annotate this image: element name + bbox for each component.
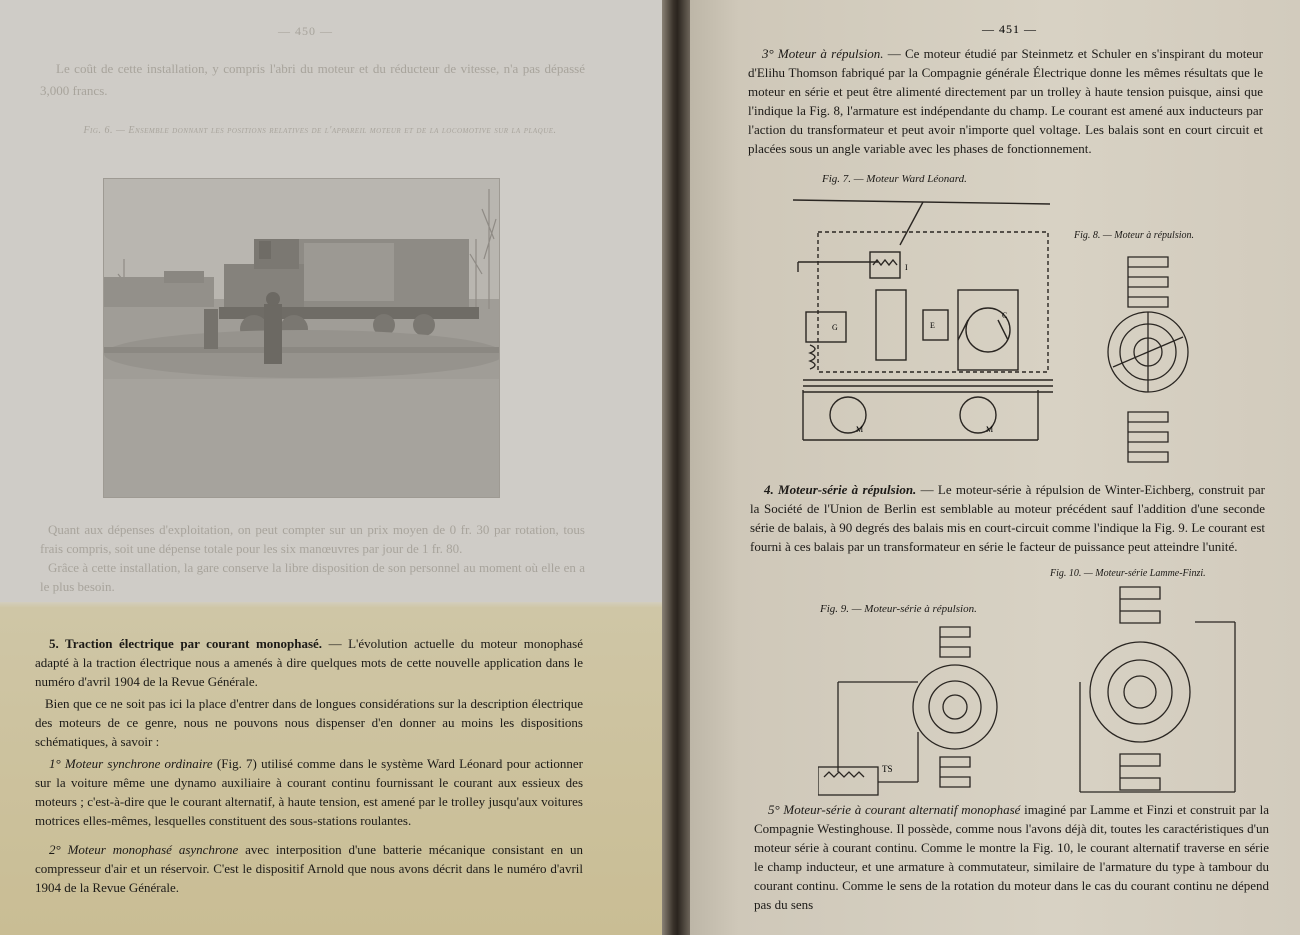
fig7-caption: Fig. 7. — Moteur Ward Léonard. <box>822 173 967 185</box>
fig6-caption: Fig. 6. — Ensemble donnant les positions relatives de l'appareil moteur et de la locomotive sur la plaque. <box>83 125 557 136</box>
fig9-series-repulsion-diagram <box>818 622 1018 812</box>
fig7-label-e: E <box>930 321 935 330</box>
operating-cost-paragraph: Quant aux dépenses d'exploitation, on peut compter sur un prix moyen de 0 fr. 30 par rotation, tous frais compris, soit une dépense totale pour les six manœuvres par jour de 1 fr. 80. <box>40 522 585 556</box>
fig7-label-m2: M <box>986 425 994 434</box>
station-staff-paragraph: Grâce à cette installation, la gare conserve la libre disposition de son personnel au moment où elle en a le plus besoin. <box>40 560 585 594</box>
schematic-intro-paragraph: Bien que ce ne soit pas ici la place d'entrer dans de longues considérations sur la description électrique des moteurs de ce genre, nous ne pouvons nous dispenser d'en donner au moins les dispositions schématiques, à savoir : <box>35 696 583 749</box>
item-3-paragraph <box>748 44 1263 158</box>
fig8-caption: Fig. 8. — Moteur à répulsion. <box>1074 230 1194 241</box>
fig7-label-c: C <box>1002 311 1008 320</box>
fig7-label-g: G <box>832 323 838 332</box>
item-2-text: avec interposition d'une batterie mécanique consistant en un compresseur d'air et un réservoir. C'est le dispositif Arnold que nous avons décrit dans le numéro d'avril 1904 de la Revue Générale. <box>35 842 583 895</box>
item-1-text: (Fig. 7) utilisé comme dans le système Ward Léonard pour actionner sur la voiture même une dynamo auxiliaire à courant continu fournissant le courant aux essieux des moteurs ; c'est-à-dire que le courant alternatif, à haute tension, est amené par le trolley jusqu'aux voitures motrices elles-mêmes, lesquelles constituent des sous-stations roulantes. <box>35 756 584 828</box>
section-5-paragraph <box>35 634 583 691</box>
right-page <box>690 0 1300 935</box>
fig10-caption: Fig. 10. — Moteur-série Lamme-Finzi. <box>1050 568 1206 579</box>
book-gutter <box>662 0 690 935</box>
intro-paragraph: Le coût de cette installation, y compris l'abri du moteur et du réducteur de vitesse, n'a pas dépassé 3,000 francs. <box>40 61 585 98</box>
fig9-caption: Fig. 9. — Moteur-série à répulsion. <box>820 603 977 615</box>
fig8-repulsion-motor-diagram <box>1098 252 1208 472</box>
item-5-paragraph <box>754 800 1269 914</box>
fig7-label-i: I <box>905 263 908 272</box>
item-2-paragraph <box>35 840 583 897</box>
item-4-paragraph <box>750 480 1265 556</box>
item-5-label: 5° Moteur-série à courant alternatif monophasé <box>768 802 1021 817</box>
page-number-451: — 451 — <box>982 22 1037 36</box>
fig10-lamme-finzi-diagram <box>1075 582 1245 812</box>
item-4-label: 4. Moteur-série à répulsion. <box>764 482 917 497</box>
locomotive-photograph <box>103 178 500 498</box>
fig7-ward-leonard-diagram <box>788 190 1058 450</box>
page-number-450: — 450 — <box>278 24 333 38</box>
section-5-text: — L'évolution actuelle du moteur monophasé adapté à la traction électrique nous a amenés à dire quelques mots de cette nouvelle application dans le numéro d'avril 1904 de la Revue Générale. <box>35 636 583 689</box>
item-2-label: 2° Moteur monophasé asynchrone <box>49 842 239 857</box>
item-1-paragraph <box>35 754 583 830</box>
fig9-label-ts: TS <box>882 764 893 774</box>
item-1-label: 1° Moteur synchrone ordinaire <box>49 756 213 771</box>
item-4-text: — Le moteur-série à répulsion de Winter-Eichberg, construit par la Société de l'Union de Berlin est semblable au moteur précédent sauf l'addition d'une seconde série de balais, à 90 degrés des balais mis en court-circuit comme l'indique la Fig. 9. Le courant est fourni à ces balais par un transformateur en série le facteur de puissance peut atteindre l'unité. <box>750 482 1265 554</box>
item-5-text: imaginé par Lamme et Finzi et construit par la Compagnie Westinghouse. Il possède, comme nous l'avons déjà dit, toutes les caractéristiques d'un moteur série à courant continu. Comme le montre la Fig. 10, le courant alternatif traverse en série le champ inducteur, et une armature à commutateur, similaire de l'armature du type à tambour du courant continu. Comme le sens de la rotation du moteur dans le cas du courant continu ne dépend pas du sens <box>754 802 1269 912</box>
item-3-text: — Ce moteur étudié par Steinmetz et Schuler en s'inspirant du moteur d'Elihu Thomson fabriqué par la Compagnie générale Électrique donne les mêmes résultats que le moteur en série et peut être alimenté directement par un trolley à haute tension puisque, ainsi que l'indique la Fig. 8, l'armature est indépendante du champ. Le courant est amené aux inducteurs par l'action du transformateur et peut avoir n'importe quel voltage. Les balais sont en court circuit et placées sous un angle variable avec les phases de fonctionnement. <box>748 46 1263 156</box>
locomotive-photo-illustration <box>104 179 499 497</box>
item-3-label: 3° Moteur à répulsion. <box>762 46 884 61</box>
fig7-label-m1: M <box>856 425 864 434</box>
section-5-heading: 5. Traction électrique par courant monophasé. <box>49 636 323 651</box>
